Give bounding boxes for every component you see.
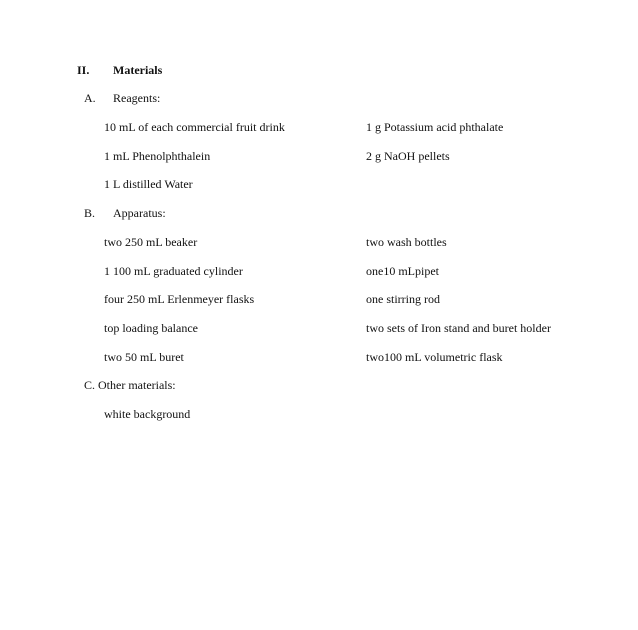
apparatus-item: four 250 mL Erlenmeyer flasks: [104, 292, 255, 306]
section-number: II.: [77, 63, 90, 77]
other-materials-heading: C. Other materials:: [84, 378, 176, 392]
apparatus-item: one stirring rod: [366, 292, 440, 306]
other-material-item: white background: [104, 407, 191, 421]
reagent-item: 2 g NaOH pellets: [366, 149, 450, 163]
apparatus-item: two100 mL volumetric flask: [366, 350, 503, 364]
apparatus-heading: Apparatus:: [113, 206, 166, 220]
reagent-item: 10 mL of each commercial fruit drink: [104, 120, 285, 134]
reagent-item: 1 g Potassium acid phthalate: [366, 120, 504, 134]
reagents-letter: A.: [84, 91, 96, 105]
apparatus-item: one10 mLpipet: [366, 264, 439, 278]
reagent-item: 1 mL Phenolphthalein: [104, 149, 211, 163]
apparatus-item: two 250 mL beaker: [104, 235, 198, 249]
apparatus-letter: B.: [84, 206, 96, 220]
section-title: Materials: [113, 63, 163, 77]
apparatus-item: two 50 mL buret: [104, 350, 184, 364]
apparatus-item: two sets of Iron stand and buret holder: [366, 321, 551, 335]
reagent-item: 1 L distilled Water: [104, 177, 193, 191]
reagents-heading: Reagents:: [113, 91, 161, 105]
apparatus-item: top loading balance: [104, 321, 198, 335]
apparatus-item: two wash bottles: [366, 235, 447, 249]
apparatus-item: 1 100 mL graduated cylinder: [104, 264, 243, 278]
